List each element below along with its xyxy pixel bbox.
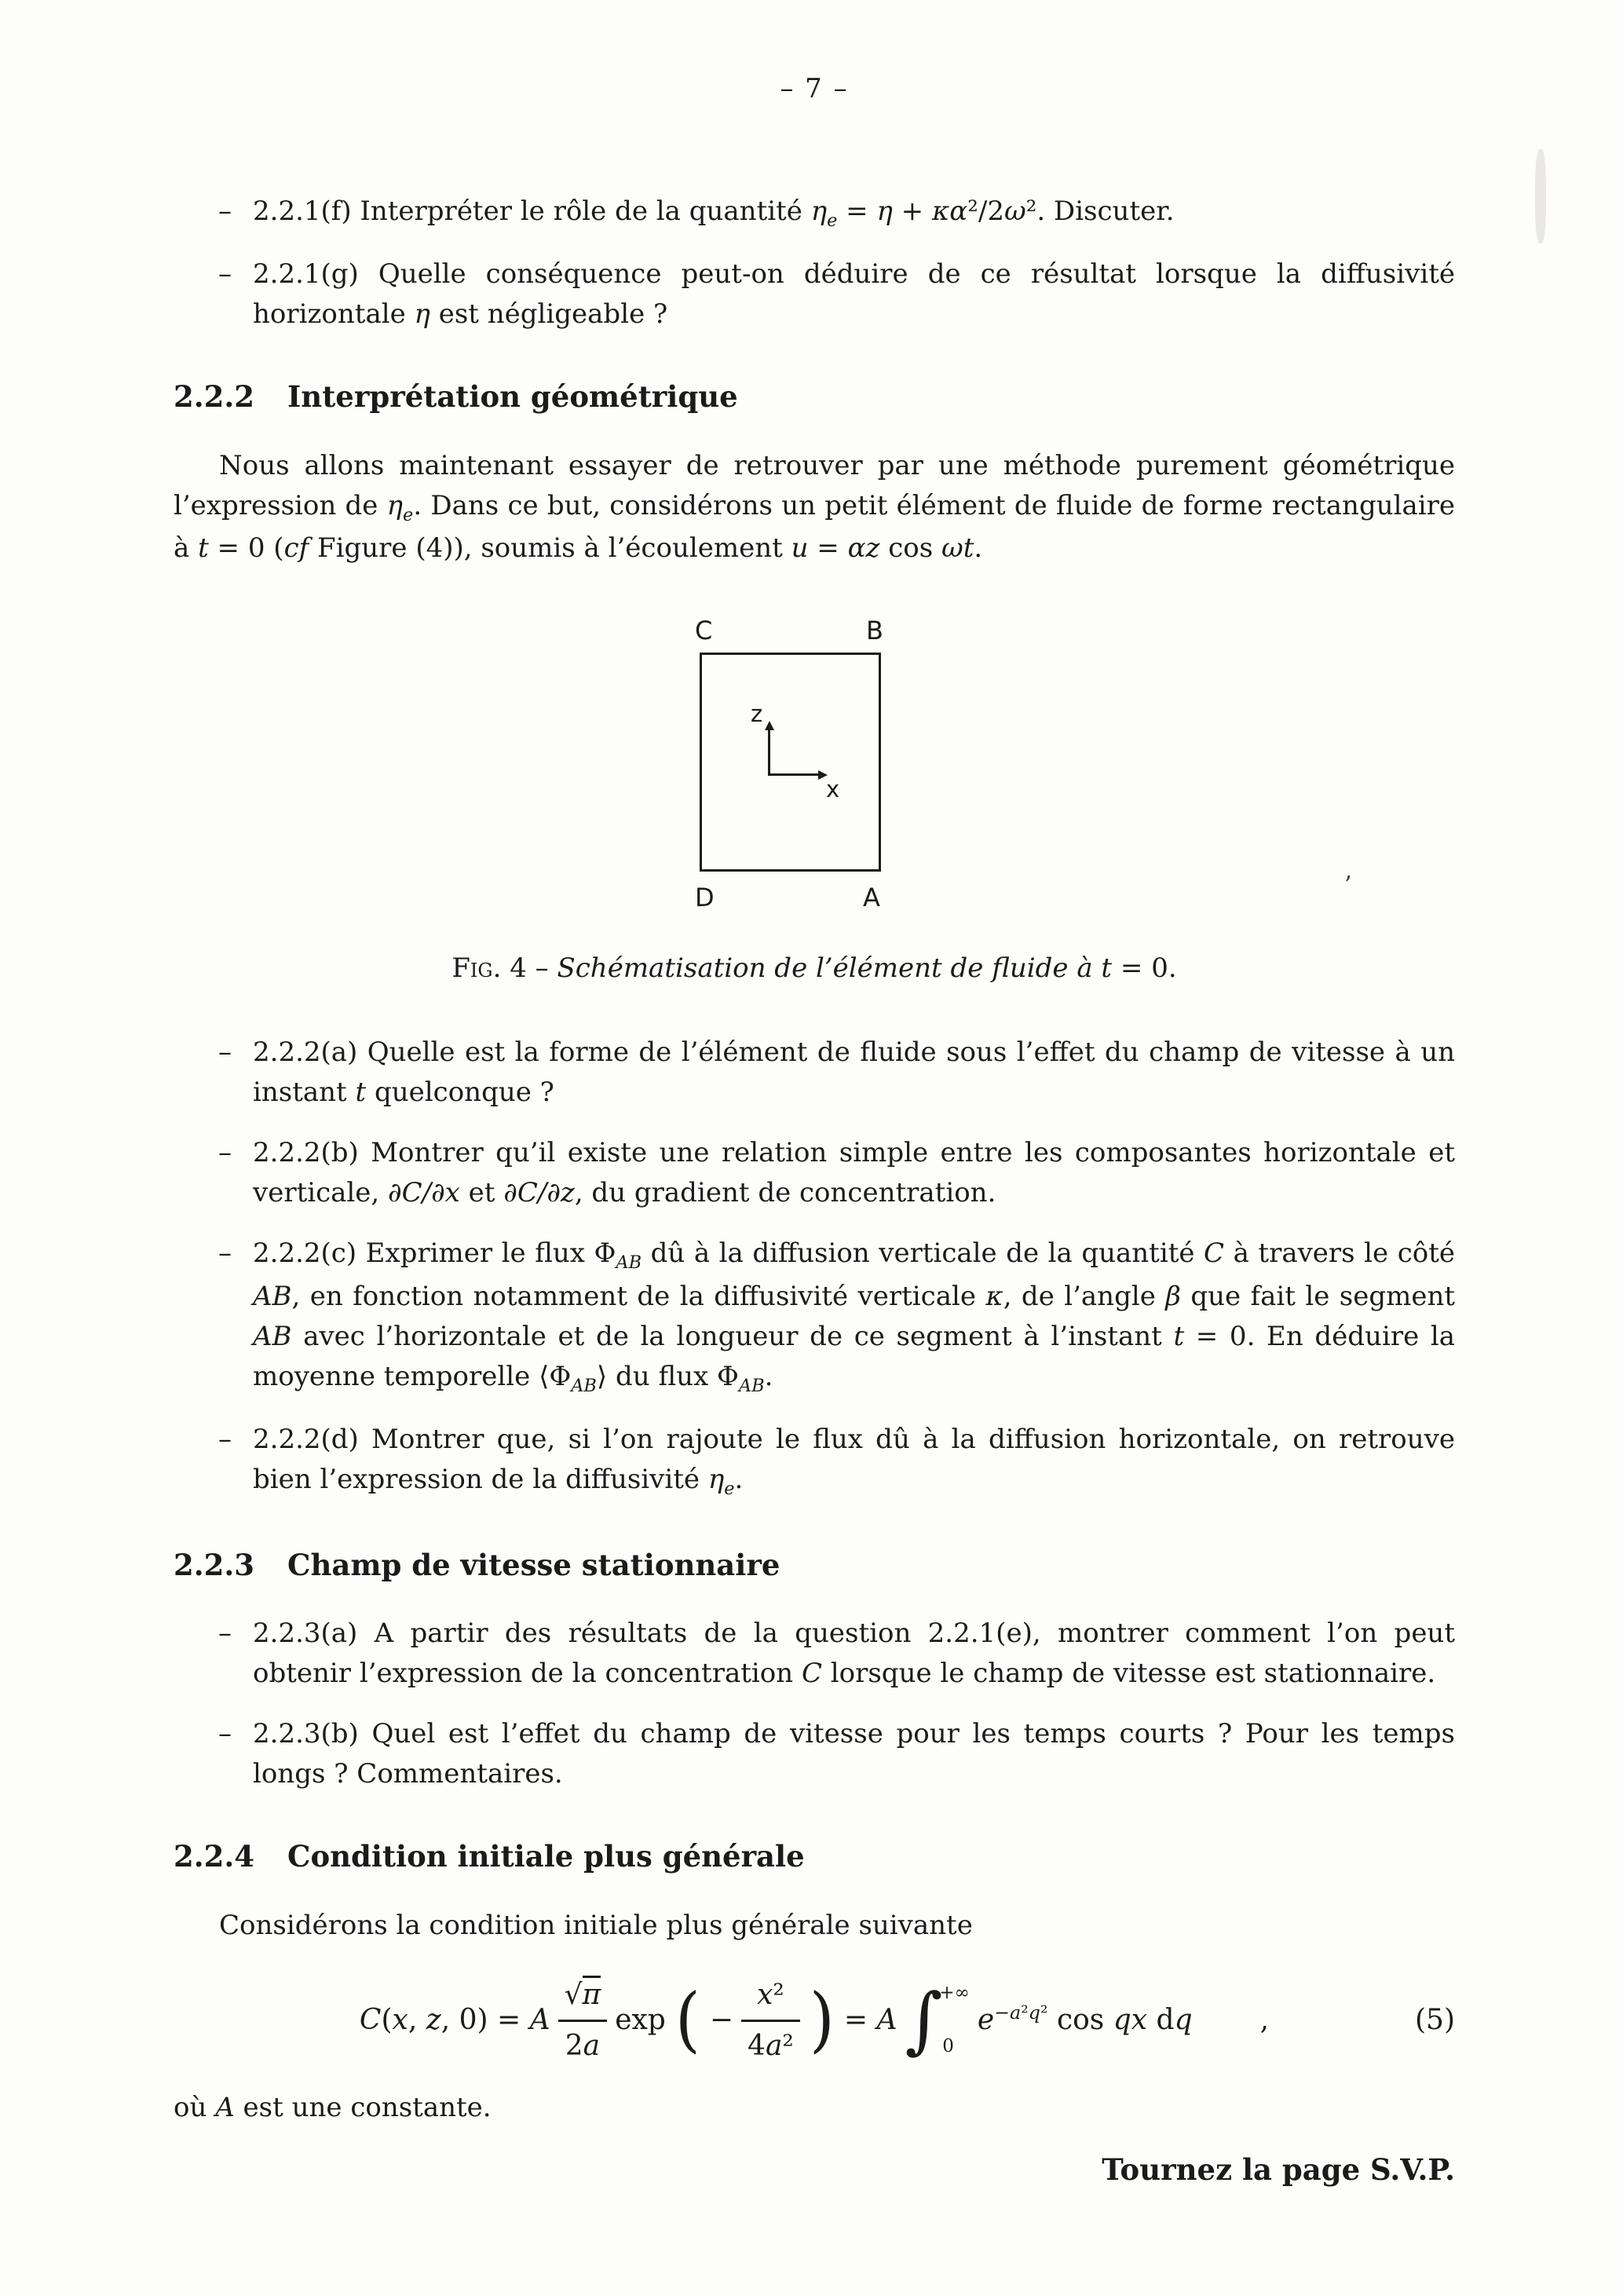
section-224-intro: Considérons la condition initiale plus générale suivante <box>219 1909 973 1941</box>
section-heading-223 <box>174 1544 1455 1588</box>
equation-mid: = A <box>843 2004 897 2037</box>
section-222-intro: Nous allons maintenant essayer de retrouver par une méthode purement géométrique l’expression de $\eta_e$. Dans ce but, considérons un petit élément de fluide de forme rectangulaire à t = 0 (cf Figure (4)), soumis à l’écoulement u = αz cos ωt. <box>174 449 1455 565</box>
figure-corner-B: B <box>866 616 883 646</box>
dash-bullet: – <box>218 258 232 291</box>
question-221f <box>218 192 1455 234</box>
minus-sign: − <box>709 2004 734 2037</box>
equation-lhs: C(x, z, 0) = A <box>359 2004 550 2037</box>
question-222c <box>218 1234 1455 1399</box>
constant-note: où A est une constante. <box>174 2091 492 2123</box>
scan-speck: ’ <box>1344 872 1352 899</box>
question-221g-text: 2.2.1(g) Quelle conséquence peut-on déduire de ce résultat lorsque la diffusivité horizontale η est négligeable ? <box>253 258 1455 331</box>
question-222d <box>218 1420 1455 1502</box>
figure-corner-D: D <box>695 883 715 913</box>
dash-bullet: – <box>218 1718 232 1750</box>
fraction-x2-over-4a2 <box>741 1974 800 2067</box>
section-number: 2.2.3 <box>174 1547 254 1582</box>
question-222a <box>218 1033 1455 1113</box>
question-223b <box>218 1714 1455 1794</box>
figure-4-caption: Fig. 4 – Schématisation de l’élément de fluide à t = 0. <box>451 952 1177 985</box>
section-number: 2.2.2 <box>174 379 254 415</box>
questions-222 <box>174 1033 1455 1502</box>
equation-comma: , <box>1259 2004 1270 2037</box>
dash-bullet: – <box>218 1137 232 1169</box>
section-title: Champ de vitesse stationnaire <box>287 1547 780 1582</box>
exp-operator: exp <box>615 2004 666 2037</box>
axis-z-line <box>768 729 770 776</box>
dash-bullet: – <box>218 1238 232 1270</box>
question-222c-text: 2.2.2(c) Exprimer le flux $\Phi_{AB}$ dû à la diffusion verticale de la quantité C à travers le côté AB, en fonction notamment de la diffusivité verticale κ, de l’angle β que fait le segment AB avec l’horizontale et de la longueur de ce segment à l’instant t = 0. En déduire la moyenne temporelle $⟨\Phi_{AB}⟩$ du flux $\Phi_{AB}$. <box>253 1238 1456 1396</box>
section-heading-224 <box>174 1835 1455 1879</box>
question-222b-text: 2.2.2(b) Montrer qu’il existe une relation simple entre les composantes horizontale et verticale, ∂C/∂x et ∂C/∂z, du gradient de concentration. <box>253 1137 1455 1209</box>
section-title: Interprétation géométrique <box>287 379 738 415</box>
question-222a-text: 2.2.2(a) Quelle est la forme de l’élément de fluide sous l’effet du champ de vitesse à un instant t quelconque ? <box>253 1036 1455 1109</box>
equation-5-body <box>360 1974 1269 2067</box>
integral-limits <box>939 1978 969 2063</box>
fraction-sqrtpi-over-2a <box>558 1974 608 2067</box>
page-content <box>174 69 1455 2192</box>
integral-lower-limit: 0 <box>942 2035 954 2057</box>
axis-z-label: z <box>751 700 763 728</box>
dash-bullet: – <box>218 1036 232 1069</box>
left-paren: ( <box>674 1979 700 2061</box>
axis-x-label: x <box>826 776 840 803</box>
section-heading-222 <box>174 375 1455 419</box>
question-223b-text: 2.2.3(b) Quel est l’effet du champ de vitesse pour les temps courts ? Pour les temps longs ? Commentaires. <box>253 1718 1455 1790</box>
fraction-numerator: x² <box>741 1974 800 2022</box>
turn-page-note: Tournez la page S.V.P. <box>1102 2152 1455 2187</box>
integral-upper-limit: +∞ <box>939 1983 970 2004</box>
question-222b <box>218 1133 1455 1213</box>
question-223a <box>218 1614 1455 1694</box>
equation-5 <box>174 1974 1455 2067</box>
equation-number: (5) <box>1415 2004 1455 2037</box>
question-221g <box>218 254 1455 335</box>
question-221f-text: 2.2.1(f) Interpréter le rôle de la quantité $\eta_e = \eta + \kappa\alpha^2/2\omega^2$. Discuter. <box>253 196 1175 231</box>
question-223a-text: 2.2.3(a) A partir des résultats de la question 2.2.1(e), montrer comment l’on peut obtenir l’expression de la concentration C lorsque le champ de vitesse est stationnaire. <box>253 1618 1455 1690</box>
page-number: – 7 – <box>780 73 849 104</box>
question-222d-text: 2.2.2(d) Montrer que, si l’on rajoute le flux dû à la diffusion horizontale, on retrouve bien l’expression de la diffusivité $\eta_e$. <box>253 1424 1455 1500</box>
figure-4-canvas <box>692 612 896 922</box>
fraction-numerator: √π <box>558 1974 608 2022</box>
figure-corner-A: A <box>863 883 880 913</box>
integral-sign: ∫ <box>905 1978 943 2063</box>
section-title: Condition initiale plus générale <box>287 1839 805 1874</box>
scan-smudge <box>1535 149 1546 243</box>
section-number: 2.2.4 <box>174 1839 254 1874</box>
dash-bullet: – <box>218 1618 232 1650</box>
figure-corner-C: C <box>695 616 713 646</box>
dash-bullet: – <box>218 196 232 227</box>
integral <box>905 1978 969 2063</box>
fraction-denominator: 4a² <box>748 2029 794 2062</box>
fraction-denominator: 2a <box>565 2029 601 2062</box>
integrand: $e^{-a^2q^2}$ cos qx dq <box>977 2002 1193 2037</box>
right-paren: ) <box>809 1979 835 2061</box>
axis-x-line <box>768 773 820 776</box>
dash-bullet: – <box>218 1424 232 1456</box>
fluid-element-rectangle <box>700 653 881 872</box>
